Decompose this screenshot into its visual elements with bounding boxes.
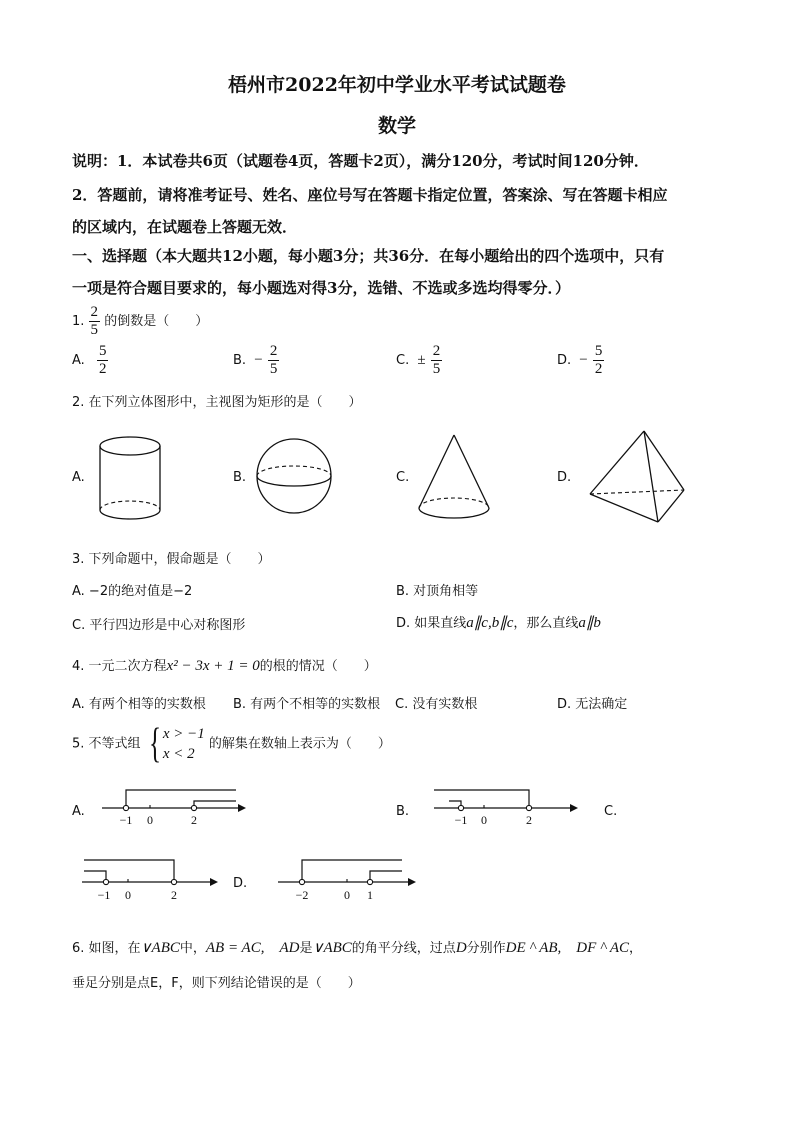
fraction-numerator: 2 bbox=[432, 343, 441, 359]
question-text: 分别作 bbox=[466, 941, 506, 956]
exam-title: 梧州市2022年初中学业水平考试试题卷 bbox=[228, 74, 566, 96]
question-stem: 的倒数是（ ） bbox=[104, 314, 209, 329]
inequality-1: x > −1 bbox=[162, 726, 205, 742]
q5-option-c-label[interactable]: C. bbox=[604, 804, 618, 819]
fraction-numerator: 2 bbox=[90, 304, 99, 320]
option-text: ，那么直线 bbox=[513, 616, 579, 631]
fraction-numerator: 2 bbox=[269, 343, 278, 359]
instructions-line-3: 的区域内，在试题卷上答题无效． bbox=[72, 218, 298, 236]
q1-option-a[interactable] bbox=[72, 343, 108, 378]
fraction-denominator: 2 bbox=[98, 361, 107, 377]
option-label: D. bbox=[557, 353, 572, 368]
question-6-line-2: 垂足分别是点E，F，则下列结论错误的是（ ） bbox=[72, 976, 361, 991]
brace-icon: { bbox=[148, 721, 161, 767]
math-expression: a∥b bbox=[578, 615, 601, 631]
cone-figure bbox=[414, 432, 494, 524]
fraction-denominator: 5 bbox=[269, 361, 278, 377]
instructions-line-1: 说明：1．本试卷共6页（试题卷4页，答题卡2页），满分120分，考试时间120分钟． bbox=[72, 152, 649, 170]
question-text: 的根的情况（ ） bbox=[259, 659, 377, 674]
exam-subject: 数学 bbox=[377, 115, 416, 137]
inequality-lines bbox=[163, 724, 205, 764]
fraction bbox=[97, 343, 109, 378]
number-line-a bbox=[100, 786, 250, 830]
math-expression: ∨ABC bbox=[140, 940, 180, 956]
math-expression: D bbox=[455, 940, 467, 956]
sign: ± bbox=[417, 352, 426, 368]
tick-label: 0 bbox=[147, 813, 153, 827]
pyramid-figure bbox=[586, 428, 690, 526]
question-text: 的角平分线，过点 bbox=[351, 941, 456, 956]
question-text: 6. 如图，在 bbox=[72, 941, 141, 956]
inequality-system bbox=[145, 721, 205, 767]
q1-option-b[interactable] bbox=[233, 343, 279, 378]
question-1 bbox=[72, 304, 208, 339]
number-line-c bbox=[80, 852, 226, 904]
option-text: D. 如果直线 bbox=[396, 616, 467, 631]
question-4 bbox=[72, 655, 377, 675]
question-text: 4. 一元二次方程 bbox=[72, 659, 167, 674]
q2-option-d-label[interactable]: D. bbox=[557, 470, 572, 485]
math-expression: DE ^ AB, DF ^ AC bbox=[505, 940, 630, 956]
math-expression: AB = AC, AD bbox=[205, 940, 300, 956]
q2-option-a-label[interactable]: A. bbox=[72, 470, 85, 485]
tick-label: 2 bbox=[526, 813, 532, 827]
fraction-denominator: 5 bbox=[432, 361, 441, 377]
fraction-numerator: 5 bbox=[98, 343, 107, 359]
sign: − bbox=[254, 352, 263, 368]
section-header-line-1: 一、选择题（本大题共12小题，每小题3分；共36分．在每小题给出的四个选项中，只有 bbox=[72, 247, 665, 265]
tick-label: −2 bbox=[295, 888, 309, 902]
fraction bbox=[268, 343, 280, 378]
tick-label: 0 bbox=[344, 888, 350, 902]
q1-option-c[interactable] bbox=[396, 343, 442, 378]
question-number: 1. bbox=[72, 314, 85, 329]
inequality-2: x < 2 bbox=[162, 746, 195, 762]
tick-label: 0 bbox=[125, 888, 131, 902]
q2-option-b-label[interactable]: B. bbox=[233, 470, 247, 485]
tick-label: 1 bbox=[367, 888, 373, 902]
cylinder-figure bbox=[92, 432, 168, 524]
math-expression: ∨ABC bbox=[312, 940, 352, 956]
question-text: 的解集在数轴上表示为（ ） bbox=[208, 736, 391, 752]
instructions-line-2: 2．答题前，请将准考证号、姓名、座位号写在答题卡指定位置，答案涂、写在答题卡相应 bbox=[72, 186, 668, 204]
q4-option-c[interactable]: C. 没有实数根 bbox=[395, 697, 478, 712]
option-label: B. bbox=[233, 353, 247, 368]
tick-label: −1 bbox=[454, 813, 468, 827]
question-6-line-1 bbox=[72, 936, 642, 957]
question-text: 5. 不等式组 bbox=[72, 736, 141, 752]
question-text: 是 bbox=[299, 941, 313, 956]
q4-option-d[interactable]: D. 无法确定 bbox=[557, 697, 628, 712]
number-line-d bbox=[276, 852, 422, 904]
section-header-line-2: 一项是符合题目要求的，每小题选对得3分，选错、不选或多选均得零分．） bbox=[72, 279, 570, 297]
sign: − bbox=[579, 352, 588, 368]
question-text: ， bbox=[629, 941, 643, 956]
q4-option-a[interactable]: A. 有两个相等的实数根 bbox=[72, 697, 206, 712]
option-label: A. bbox=[72, 353, 85, 368]
q1-option-d[interactable] bbox=[557, 343, 604, 378]
tick-label: −1 bbox=[119, 813, 133, 827]
math-expression: a∥c,b∥c bbox=[466, 615, 514, 631]
fraction-numerator: 5 bbox=[594, 343, 603, 359]
question-2: 2. 在下列立体图形中，主视图为矩形的是（ ） bbox=[72, 395, 362, 410]
fraction-denominator: 5 bbox=[90, 322, 99, 338]
q5-option-b-label[interactable]: B. bbox=[396, 804, 410, 819]
question-5 bbox=[72, 721, 391, 767]
number-line-b bbox=[432, 786, 582, 830]
q5-option-d-label[interactable]: D. bbox=[233, 876, 248, 891]
tick-label: 0 bbox=[481, 813, 487, 827]
q3-option-a[interactable]: A. −2的绝对值是−2 bbox=[72, 584, 193, 599]
q3-option-b[interactable]: B. 对顶角相等 bbox=[396, 584, 479, 599]
fraction bbox=[431, 343, 443, 378]
q4-option-b[interactable]: B. 有两个不相等的实数根 bbox=[233, 697, 381, 712]
equation: x² − 3x + 1 = 0 bbox=[166, 658, 260, 674]
sphere-figure bbox=[254, 436, 334, 516]
q3-option-d[interactable] bbox=[396, 612, 601, 632]
q5-option-a-label[interactable]: A. bbox=[72, 804, 85, 819]
tick-label: 2 bbox=[191, 813, 197, 827]
option-label: C. bbox=[396, 353, 410, 368]
fraction-denominator: 2 bbox=[594, 361, 603, 377]
q3-option-c[interactable]: C. 平行四边形是中心对称图形 bbox=[72, 618, 246, 633]
question-text: 中， bbox=[179, 941, 206, 956]
tick-label: 2 bbox=[171, 888, 177, 902]
fraction bbox=[89, 304, 101, 339]
question-3: 3. 下列命题中，假命题是（ ） bbox=[72, 552, 271, 567]
fraction bbox=[593, 343, 605, 378]
tick-label: −1 bbox=[97, 888, 111, 902]
q2-option-c-label[interactable]: C. bbox=[396, 470, 410, 485]
